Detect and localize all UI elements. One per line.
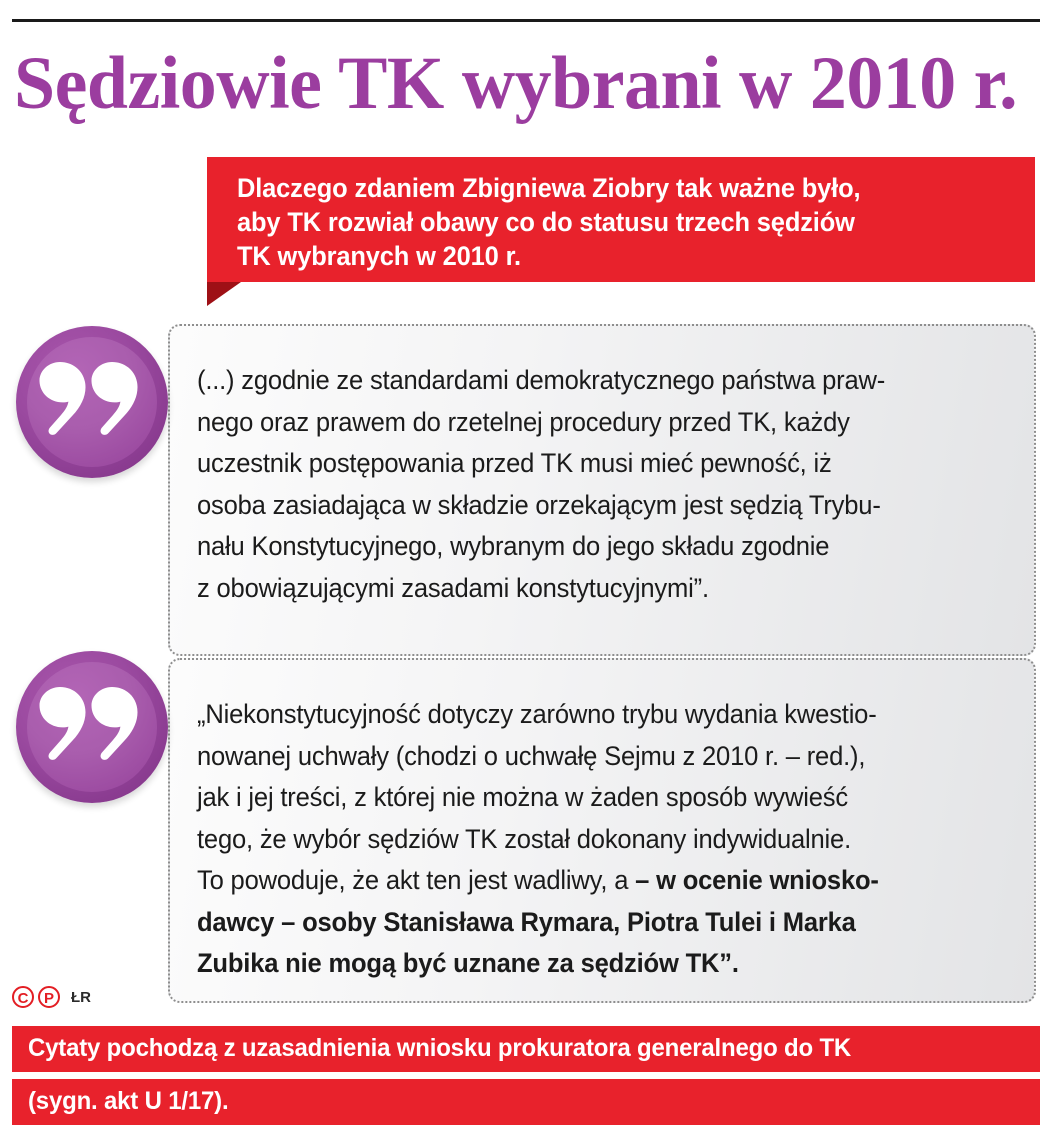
- author-initials: ŁR: [71, 988, 91, 1006]
- quote-line: z obowiązującymi zasadami konstytucyjnymi”.: [197, 572, 709, 603]
- question-banner-fold: [207, 282, 241, 306]
- quote-line: nowanej uchwały (chodzi o uchwałę Sejmu z 2010 r. – red.),: [197, 740, 866, 771]
- quotation-mark-glyph: [16, 326, 168, 478]
- quote-line-bold-row: [197, 943, 998, 985]
- question-banner-line-2: aby TK rozwiał obawy co do statusu trzech sędziów: [237, 207, 855, 237]
- copyright-credit: [12, 986, 91, 1008]
- quote-block-2: [168, 658, 1036, 1003]
- question-banner-line-1: Dlaczego zdaniem Zbigniewa Ziobry tak ważne było,: [237, 173, 861, 203]
- quote-text-2: [197, 694, 998, 985]
- quote-line-bold: Zubika nie mogą być uznane za sędziów TK”.: [197, 948, 739, 978]
- page-title: Sędziowie TK wybrani w 2010 r.: [14, 42, 1018, 125]
- quote-line-bold: dawcy – osoby Stanisława Rymara, Piotra Tulei i Marka: [197, 906, 856, 937]
- quote-text-1: [197, 360, 993, 609]
- quotation-mark-glyph: [16, 651, 168, 803]
- footnote-text-1: Cytaty pochodzą z uzasadnienia wniosku prokuratora generalnego do TK: [28, 1034, 852, 1062]
- quote-line: nału Konstytucyjnego, wybranym do jego składu zgodnie: [197, 531, 830, 561]
- copyright-p-icon: P: [38, 986, 60, 1008]
- quote-line: „Niekonstytucyjność dotyczy zarówno trybu wydania kwestio-: [197, 699, 877, 729]
- footnote-bar-2: [12, 1079, 1040, 1125]
- quote-line: jak i jej treści, z której nie można w żaden sposób wywieść: [197, 782, 848, 812]
- quotation-mark-icon: [16, 651, 168, 803]
- question-banner: [207, 157, 1035, 282]
- quote-line-plain: To powoduje, że akt ten jest wadliwy, a: [197, 865, 636, 895]
- question-banner-text: [237, 171, 986, 273]
- quote-line: uczestnik postępowania przed TK musi mieć pewność, iż: [197, 448, 832, 478]
- quotation-mark-icon: [16, 326, 168, 478]
- quote-line-bold: – w ocenie wniosko-: [635, 865, 879, 895]
- footnote-text-2: (sygn. akt U 1/17).: [28, 1087, 229, 1115]
- quote-line: osoba zasiadająca w składzie orzekającym jest sędzią Trybu-: [197, 489, 881, 520]
- copyright-c-icon: C: [12, 986, 34, 1008]
- header-divider-rule: [12, 19, 1040, 22]
- question-banner-line-3: TK wybranych w 2010 r.: [237, 241, 521, 271]
- quote-line-bold-row: [197, 902, 998, 944]
- footnote-bar-1: [12, 1026, 1040, 1072]
- quote-line: (...) zgodnie ze standardami demokratycznego państwa praw-: [197, 365, 886, 395]
- quote-line-mixed: [197, 860, 998, 902]
- quote-block-1: [168, 324, 1036, 656]
- quote-line: tego, że wybór sędziów TK został dokonany indywidualnie.: [197, 823, 851, 854]
- quote-line: nego oraz prawem do rzetelnej procedury przed TK, każdy: [197, 406, 850, 437]
